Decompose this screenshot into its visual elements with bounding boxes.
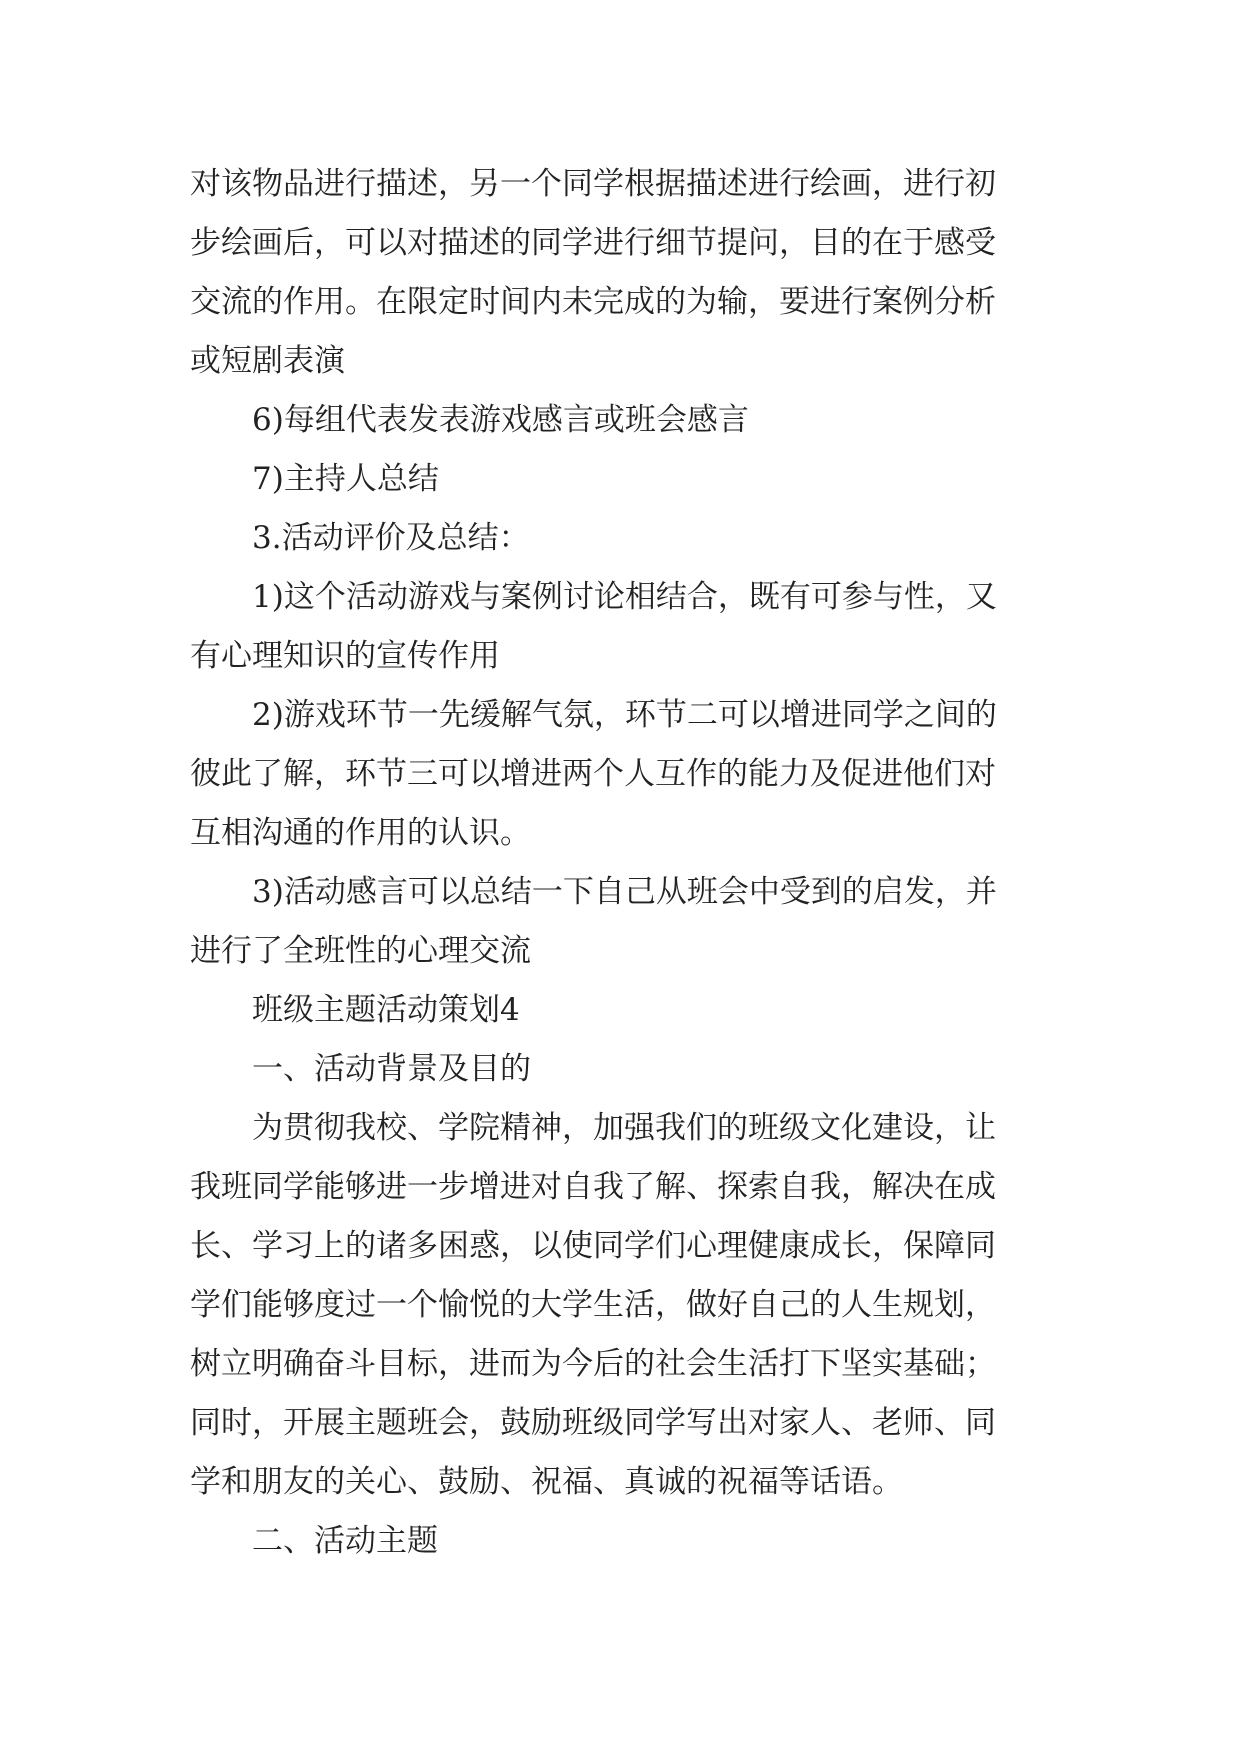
paragraph-line: 树立明确奋斗目标，进而为今后的社会生活打下坚实基础； bbox=[190, 1346, 996, 1382]
paragraph-line: 学和朋友的关心、鼓励、祝福、真诚的祝福等话语。 bbox=[190, 1464, 903, 1500]
section-title: 班级主题活动策划4 bbox=[252, 992, 520, 1028]
paragraph-line: 互相沟通的作用的认识。 bbox=[190, 815, 531, 851]
paragraph-line: 交流的作用。在限定时间内未完成的为输，要进行案例分析 bbox=[190, 284, 996, 320]
paragraph-line: 彼此了解，环节三可以增进两个人互作的能力及促进他们对 bbox=[190, 756, 996, 792]
paragraph-line: 同时，开展主题班会，鼓励班级同学写出对家人、老师、同 bbox=[190, 1405, 996, 1441]
list-item-1: 1)这个活动游戏与案例讨论相结合，既有可参与性，又 bbox=[252, 579, 997, 615]
list-item-7: 7)主持人总结 bbox=[252, 461, 439, 497]
list-item-2: 2)游戏环节一先缓解气氛，环节二可以增进同学之间的 bbox=[252, 697, 997, 733]
list-item-6: 6)每组代表发表游戏感言或班会感言 bbox=[252, 402, 749, 438]
paragraph-line: 长、学习上的诸多困惑，以使同学们心理健康成长，保障同 bbox=[190, 1228, 996, 1264]
section-heading-evaluation: 3.活动评价及总结： bbox=[252, 520, 530, 556]
paragraph-line: 有心理知识的宣传作用 bbox=[190, 638, 500, 674]
section-heading-theme: 二、活动主题 bbox=[252, 1523, 438, 1559]
paragraph-line: 对该物品进行描述，另一个同学根据描述进行绘画，进行初 bbox=[190, 166, 996, 202]
paragraph-line: 学们能够度过一个愉悦的大学生活，做好自己的人生规划， bbox=[190, 1287, 996, 1323]
section-heading-background: 一、活动背景及目的 bbox=[252, 1051, 531, 1087]
paragraph-line: 进行了全班性的心理交流 bbox=[190, 933, 531, 969]
paragraph-line: 或短剧表演 bbox=[190, 343, 345, 379]
paragraph-line: 我班同学能够进一步增进对自我了解、探索自我，解决在成 bbox=[190, 1169, 996, 1205]
document-body bbox=[190, 155, 1050, 1571]
paragraph-line: 步绘画后，可以对描述的同学进行细节提问，目的在于感受 bbox=[190, 225, 996, 261]
list-item-3: 3)活动感言可以总结一下自己从班会中受到的启发，并 bbox=[252, 874, 997, 910]
paragraph-line: 为贯彻我校、学院精神，加强我们的班级文化建设，让 bbox=[252, 1110, 996, 1146]
